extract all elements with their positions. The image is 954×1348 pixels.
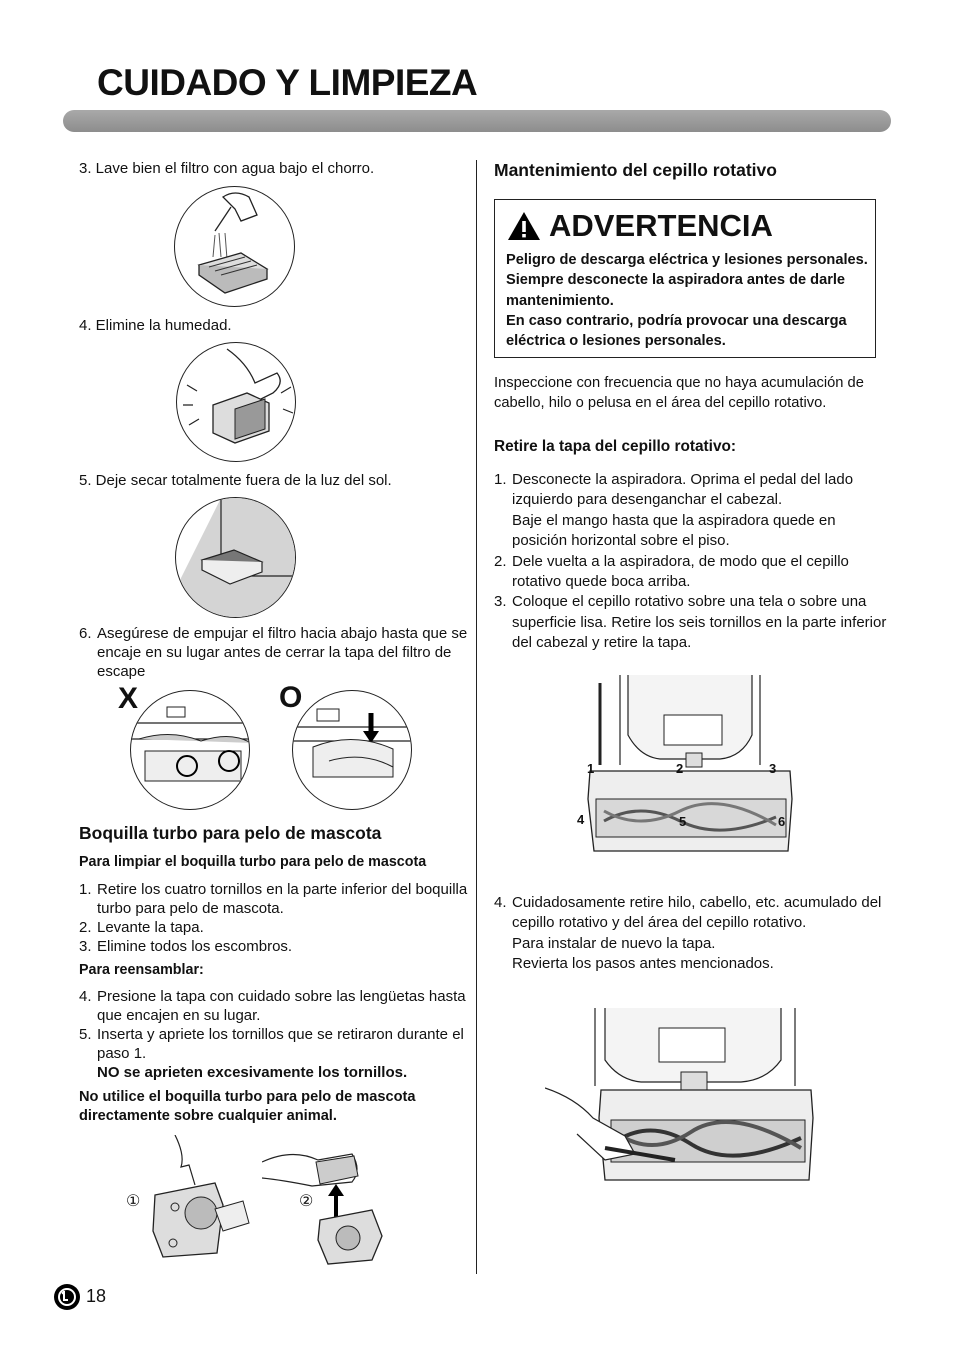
step-6-number: 6.: [79, 625, 92, 642]
turbo-subheading: Para limpiar el boquilla turbo para pelo de mascota: [79, 854, 427, 870]
reassemble-steps: [79, 987, 469, 1082]
step-5-text: 5. Deje secar totalmente fuera de la luz del sol.: [79, 472, 392, 489]
reassemble-note: NO se aprieten excesivamente los tornillos.: [97, 1064, 408, 1081]
step-4-clean: 4. Cuidadosamente retire hilo, cabello, etc. acumulado del cepillo rotativo y del área del cepillo rotativo. Para instalar de nuevo la tapa. Revierta los pasos antes mencionados.: [494, 894, 882, 973]
warning-box: [494, 199, 876, 358]
reassemble-heading: Para reensamblar:: [79, 962, 204, 978]
page-number: 18: [86, 1286, 107, 1306]
list-item: 2. Dele vuelta a la aspiradora, de modo que el cepillo rotativo quede boca arriba.: [494, 552, 849, 591]
turbo-nozzle-screws-illustration: [145, 1135, 255, 1260]
dry-filter-illustration: [175, 497, 296, 618]
remove-steps: [494, 470, 892, 654]
screw-label: 2: [676, 761, 684, 776]
step-4-text: 4. Elimine la humedad.: [79, 317, 232, 334]
warning-text: Peligro de descarga eléctrica y lesiones personales. Siempre desconecte la aspiradora antes de darle mantenimiento. En caso contrario, podría provocar una descarga eléctrica o lesiones personales.: [506, 252, 868, 350]
filter-wrong-illustration: [130, 690, 250, 810]
turbo-warning: No utilice el boquilla turbo para pelo de mascota directamente sobre cualquier animal.: [79, 1089, 416, 1124]
warning-triangle-icon: [507, 211, 541, 241]
turbo-steps: [79, 880, 469, 956]
turbo-nozzle-lid-illustration: [262, 1140, 394, 1265]
faucet-filter-illustration: [174, 186, 295, 307]
intro-text: Inspeccione con frecuencia que no haya acumulación de cabello, hilo o pelusa en el área del cepillo rotativo.: [494, 375, 864, 412]
step-6-text: Asegúrese de empujar el filtro hacia abajo hasta que se encaje en su lugar antes de cerrar la tapa del filtro de escape: [97, 625, 468, 680]
list-item: 4. Presione la tapa con cuidado sobre las lengüetas hasta que encajen en su lugar.: [79, 988, 466, 1024]
filter-right-illustration: [292, 690, 412, 810]
lg-logo-icon: [53, 1283, 81, 1311]
fig-label-1: ①: [126, 1193, 141, 1210]
list-item: 1. Retire los cuatro tornillos en la parte inferior del boquilla turbo para pelo de mascota.: [79, 881, 468, 917]
screw-label: 4: [577, 812, 585, 827]
brush-cleaning-illustration: [545, 1008, 820, 1186]
warning-title: ADVERTENCIA: [549, 208, 773, 243]
column-divider: [476, 160, 477, 1274]
screw-label: 5: [679, 814, 687, 829]
right-heading: Mantenimiento del cepillo rotativo: [494, 160, 777, 180]
shake-filter-illustration: [176, 342, 296, 462]
fig-label-2: ②: [299, 1193, 314, 1210]
list-item: 5. Inserta y apriete los tornillos que se retiraron durante el paso 1.: [79, 1026, 464, 1062]
remove-cover-heading: Retire la tapa del cepillo rotativo:: [494, 438, 737, 455]
warning-header: [507, 208, 773, 244]
step-6: [79, 624, 469, 681]
turbo-heading: Boquilla turbo para pelo de mascota: [79, 823, 382, 843]
screw-label: 3: [769, 761, 777, 776]
list-item: 1. Desconecte la aspiradora. Oprima el pedal del lado izquierdo para desenganchar el cabezal. Baje el mango hasta que la aspiradora quede en posición horizontal sobre el piso.: [494, 471, 854, 550]
page-title: CUIDADO Y LIMPIEZA: [97, 62, 478, 103]
screw-label: 6: [778, 814, 786, 829]
wrong-marker: X: [118, 682, 139, 715]
screw-label: 1: [587, 761, 595, 776]
list-item: 3. Coloque el cepillo rotativo sobre una tela o sobre una superficie lisa. Retire los seis tornillos en la parte inferior del cabezal y retire la tapa.: [494, 593, 887, 652]
list-item: 3. Elimine todos los escombros.: [79, 938, 293, 955]
list-item: 2. Levante la tapa.: [79, 919, 204, 936]
brush-head-screws-illustration: [580, 675, 800, 857]
step-3-text: 3. Lave bien el filtro con agua bajo el chorro.: [79, 160, 375, 177]
title-bar: [63, 110, 891, 132]
right-marker: O: [279, 681, 303, 714]
